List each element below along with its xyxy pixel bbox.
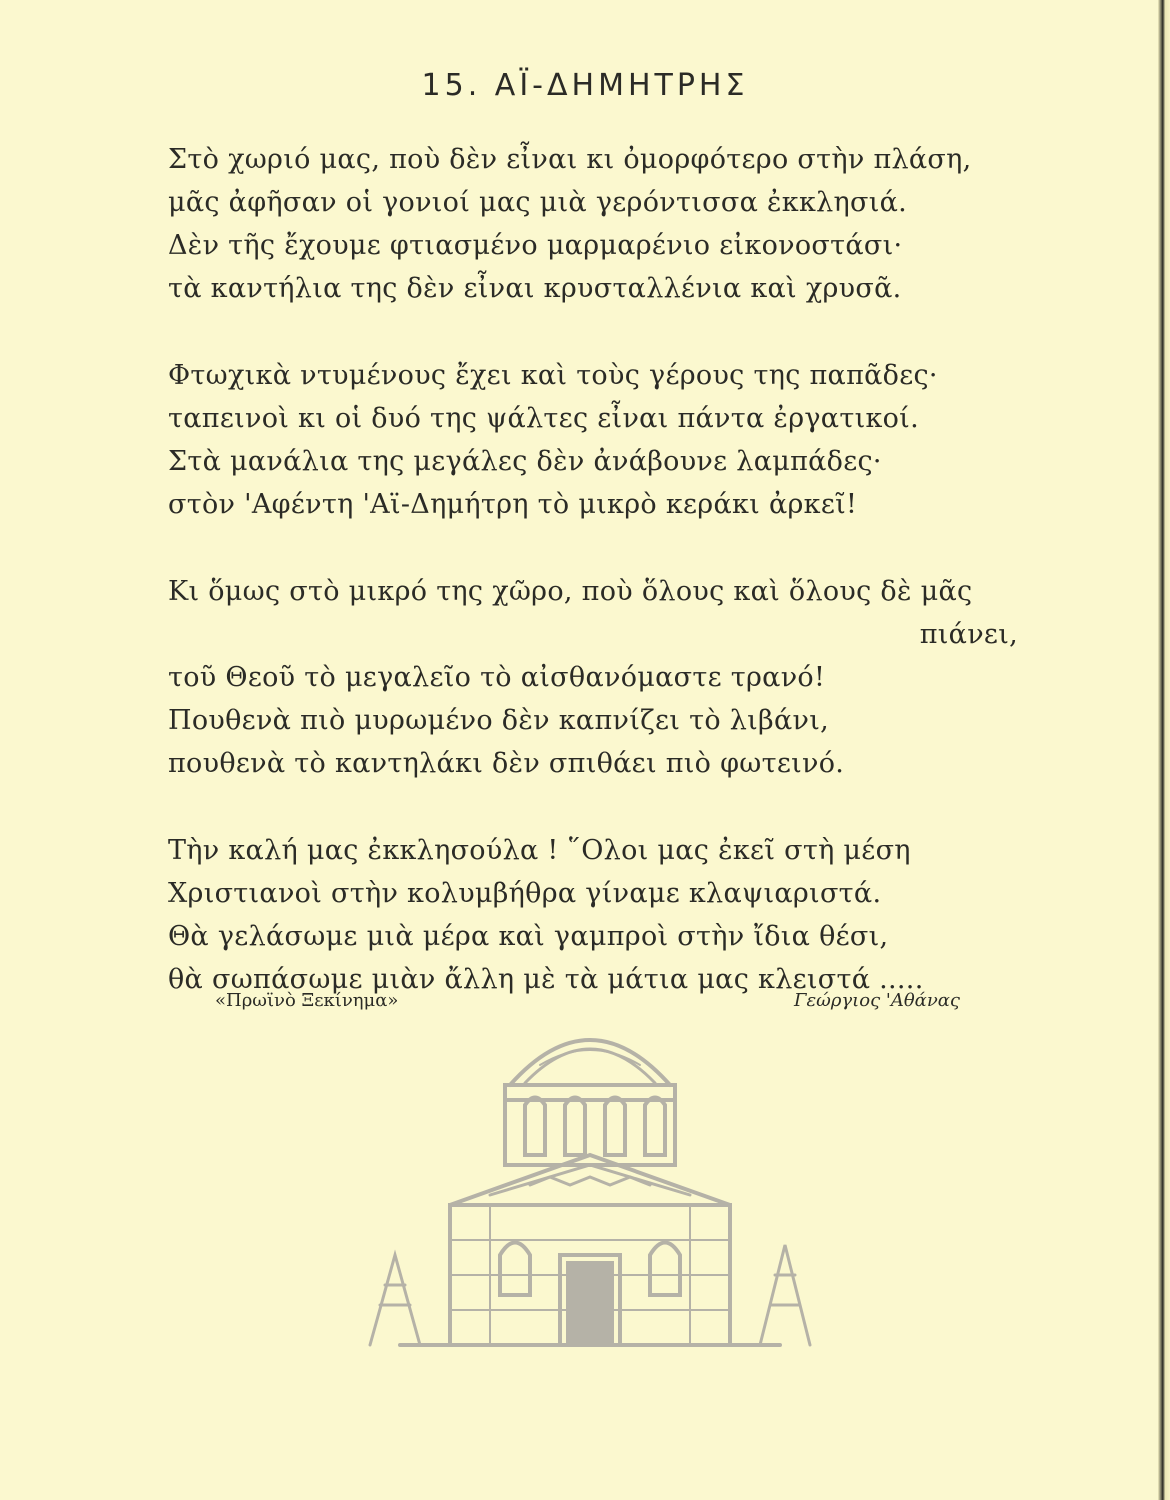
stanza-4 bbox=[168, 829, 1038, 1001]
poem-line: ταπεινοὶ κι οἱ δυό της ψάλτες εἶναι πάντα ἐργατικοί. bbox=[168, 403, 919, 434]
poem-line: τὰ καντήλια της δὲν εἶναι κρυσταλλένια καὶ χρυσᾶ. bbox=[168, 273, 902, 304]
poem-line: στὸν 'Αφέντη 'Αϊ-Δημήτρη τὸ μικρὸ κεράκι ἀρκεῖ! bbox=[168, 489, 858, 520]
poem-line: πουθενὰ τὸ καντηλάκι δὲν σπιθάει πιὸ φωτεινό. bbox=[168, 748, 845, 779]
page-edge bbox=[1158, 0, 1170, 1500]
poem-line: Στὰ μανάλια της μεγάλες δὲν ἀνάβουνε λαμπάδες· bbox=[168, 446, 882, 477]
poem-line: Τὴν καλή μας ἐκκλησούλα ! ῞Ολοι μας ἐκεῖ στὴ μέση bbox=[168, 835, 911, 866]
poem-line: Κι ὅμως στὸ μικρό της χῶρο, ποὺ ὅλους καὶ ὅλους δὲ μᾶς bbox=[168, 576, 973, 607]
poem-line: Φτωχικὰ ντυμένους ἔχει καὶ τοὺς γέρους της παπᾶδες· bbox=[168, 360, 938, 391]
poem-body bbox=[168, 138, 1038, 1045]
poem-source: «Πρωϊνὸ Ξεκίνημα» bbox=[215, 990, 399, 1011]
poem-line: Δὲν τῆς ἔχουμε φτιασμένο μαρμαρένιο εἰκονοστάσι· bbox=[168, 230, 903, 261]
poem-line: Στὸ χωριό μας, ποὺ δὲν εἶναι κι ὀμορφότερο στὴν πλάση, bbox=[168, 144, 972, 175]
poem-title: 15. ΑΪ-ΔΗΜΗΤΡΗΣ bbox=[421, 68, 749, 103]
poem-line: μᾶς ἀφῆσαν οἱ γονιοί μας μιὰ γερόντισσα ἐκκλησιά. bbox=[168, 187, 908, 218]
poem-line: Θὰ γελάσωμε μιὰ μέρα καὶ γαμπροὶ στὴν ἴδια θέσι, bbox=[168, 921, 889, 952]
poem-author: Γεώργιος 'Αθάνας bbox=[794, 990, 960, 1011]
stanza-1 bbox=[168, 138, 1038, 310]
stanza-3 bbox=[168, 570, 1038, 785]
poem-line: θὰ σωπάσωμε μιὰν ἄλλη μὲ τὰ μάτια μας κλειστά ..... bbox=[168, 964, 924, 995]
poem-line: Χριστιανοὶ στὴν κολυμβήθρα γίναμε κλαψιαριστά. bbox=[168, 878, 882, 909]
stanza-2 bbox=[168, 354, 1038, 526]
church-illustration bbox=[340, 1005, 840, 1365]
poem-line: Πουθενὰ πιὸ μυρωμένο δὲν καπνίζει τὸ λιβάνι, bbox=[168, 705, 829, 736]
poem-line: τοῦ Θεοῦ τὸ μεγαλεῖο τὸ αἰσθανόμαστε τρανό! bbox=[168, 662, 826, 693]
poem-line-continuation: πιάνει, bbox=[919, 619, 1018, 650]
